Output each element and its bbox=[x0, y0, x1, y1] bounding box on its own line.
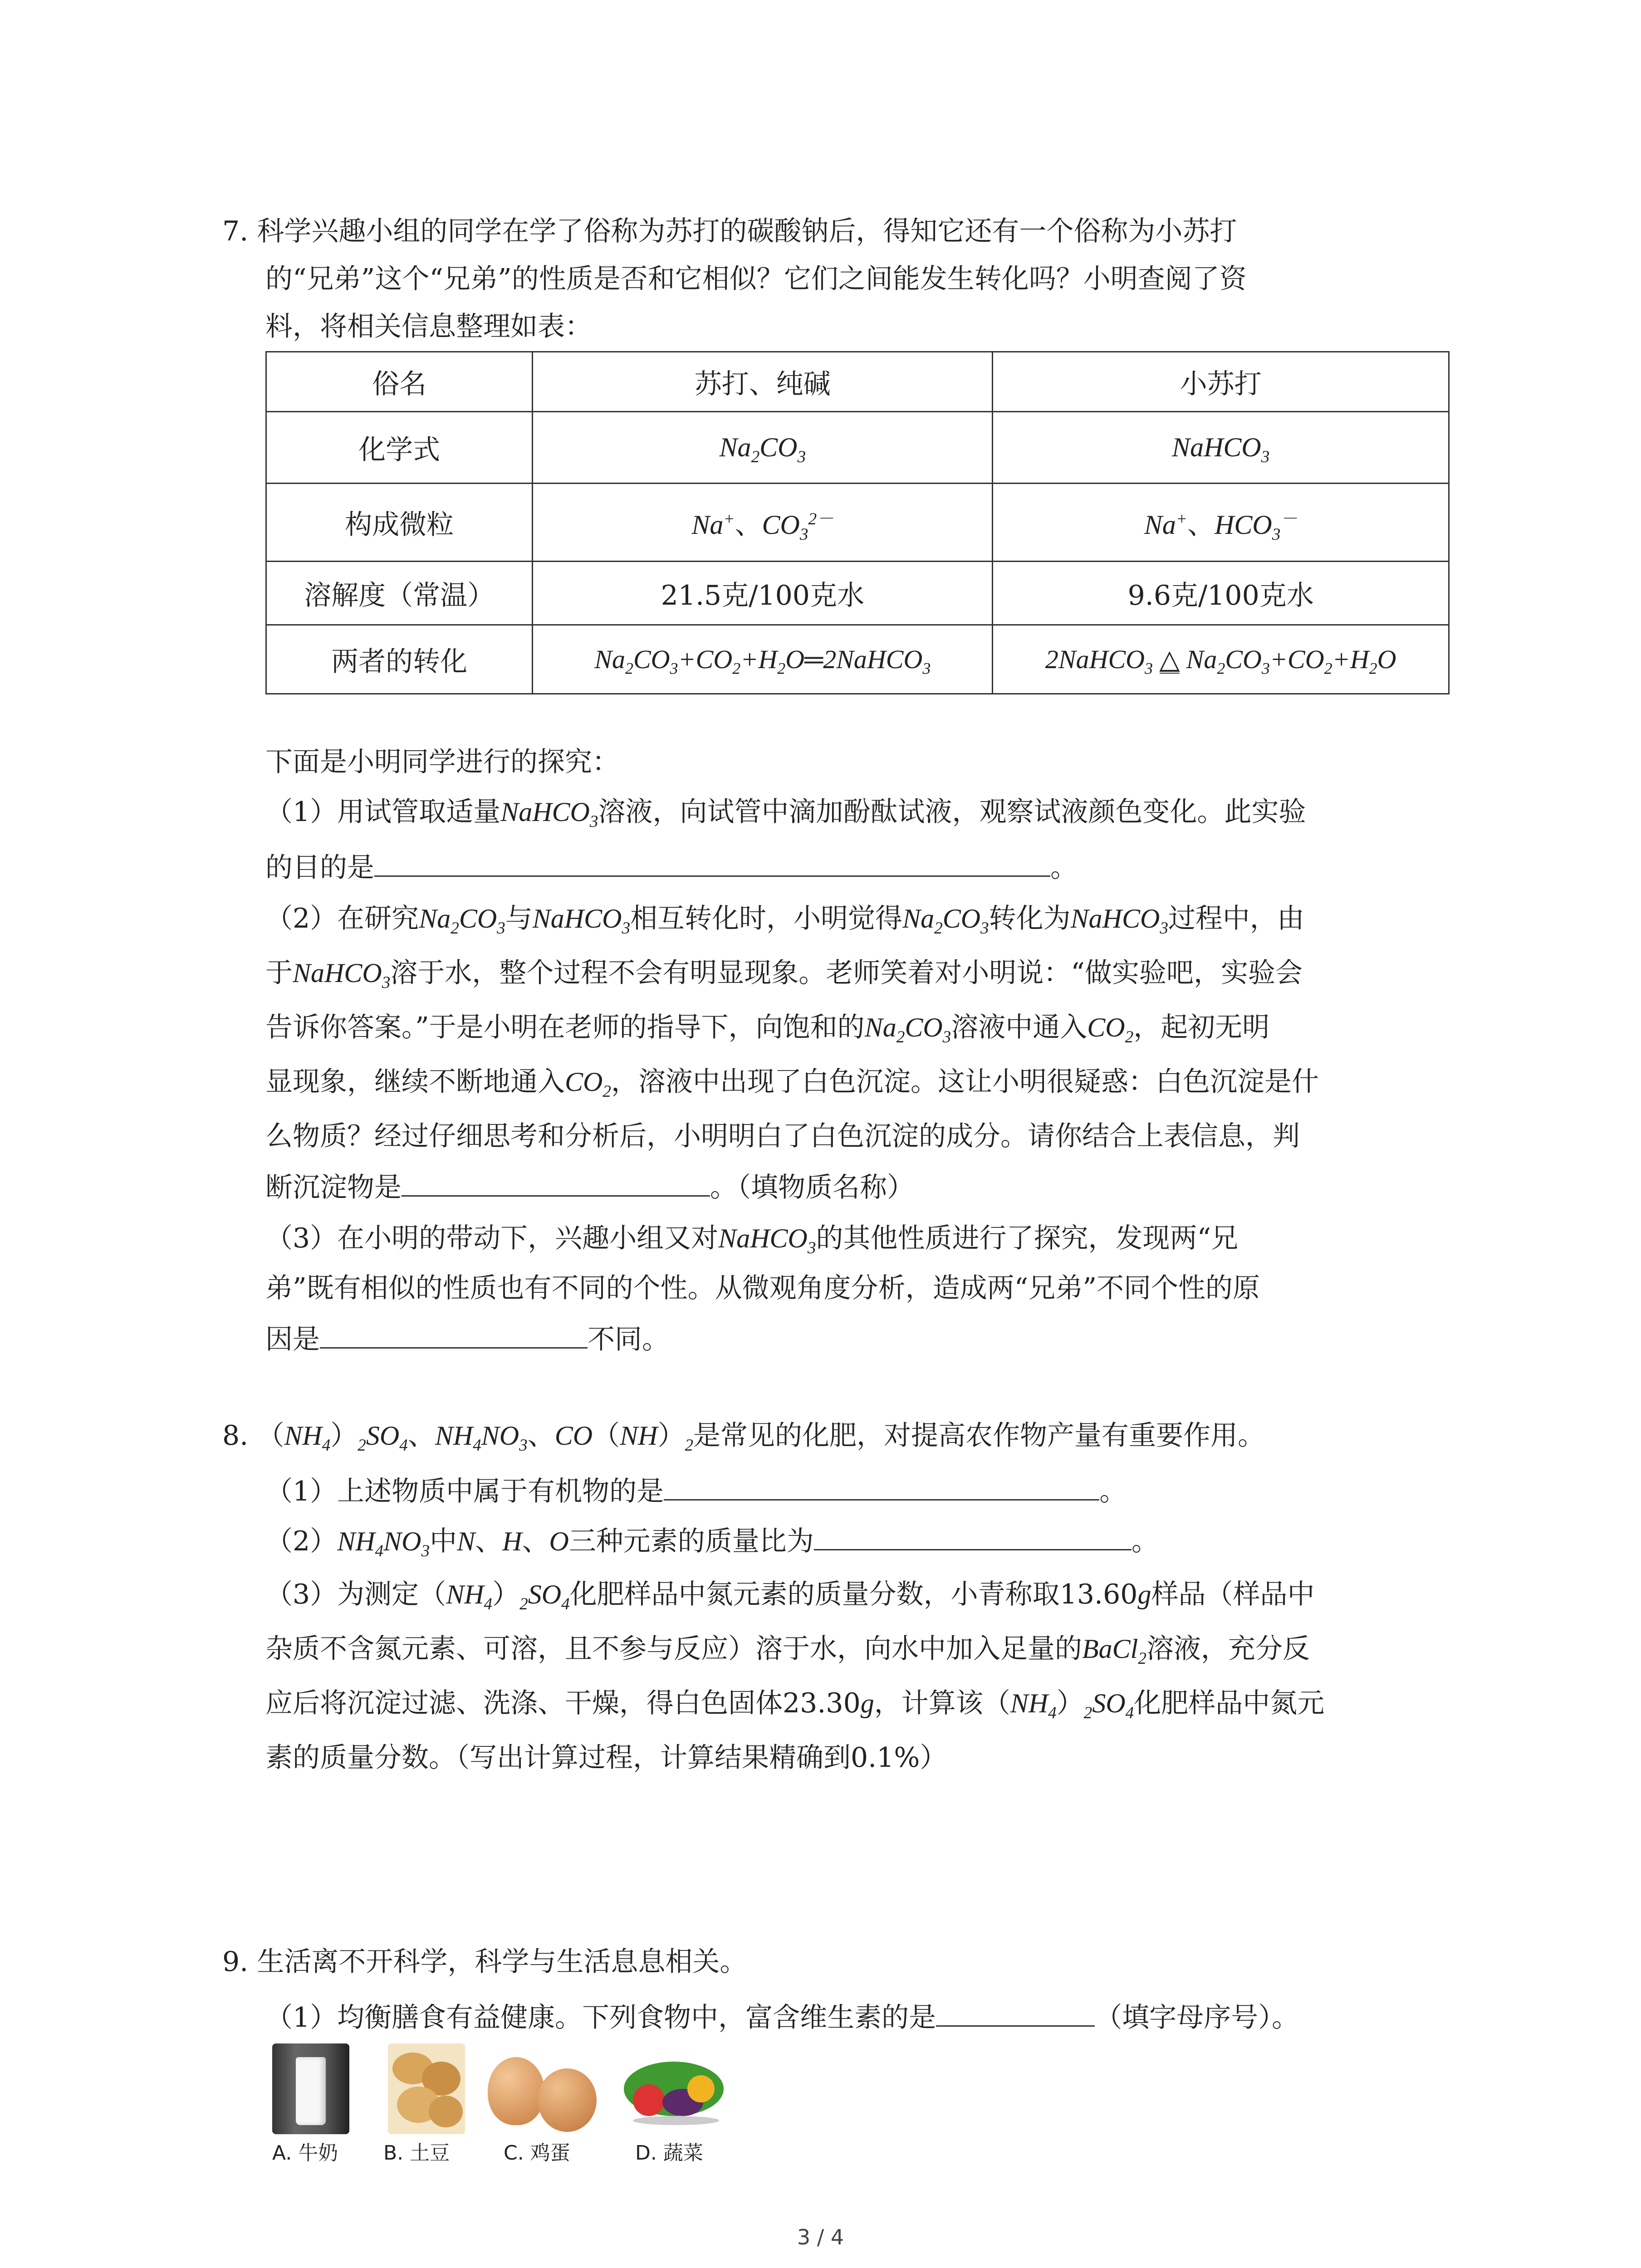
table-row bbox=[266, 412, 1449, 484]
q7-part1-line2: 的目的是 。 bbox=[265, 848, 1078, 886]
q7-intro-line1: 7. 科学兴趣小组的同学在学了俗称为苏打的碳酸钠后，得知它还有一个俗称为小苏打 bbox=[222, 215, 1237, 247]
q8-part2: $(2)NH_4NO_3$中N、H、O三种元素的质量比为 。 bbox=[265, 1522, 1159, 1559]
particles-nahco3: Na+、$HCO_3^-$ bbox=[993, 484, 1449, 562]
q7-inquiry-intro: 下面是小明同学进行的探究： bbox=[265, 746, 619, 778]
answer-blank-purpose[interactable] bbox=[374, 848, 1050, 877]
table-cell: 化学式 bbox=[266, 412, 533, 484]
q7-intro-line3: 料，将相关信息整理如表： bbox=[265, 311, 592, 342]
table-header-cell: 俗名 bbox=[266, 352, 533, 412]
food-label-b: B. 土豆 bbox=[383, 2141, 450, 2165]
food-label-d: D. 蔬菜 bbox=[635, 2141, 703, 2165]
q7-part2-line1: （2）在研究$Na_2CO_3$与NaHCO$_3$相互转化时，小明觉得$Na_2CO_3$转化为NaHCO$_3$过程中，由 bbox=[265, 903, 1304, 938]
table-cell: 溶解度（常温） bbox=[266, 562, 533, 625]
q8-part1: （1）上述物质中属于有机物的是 。 bbox=[265, 1472, 1127, 1510]
q7-part2-line4: 显现象，继续不断地通入$CO_2$，溶液中出现了白色沉淀。这让小明很疑惑：白色沉淀是什 bbox=[265, 1066, 1319, 1101]
table-header-cell: 小苏打 bbox=[993, 352, 1449, 412]
vegetables-image bbox=[615, 2043, 733, 2134]
q9-line1: 9. 生活离不开科学，科学与生活息息相关。 bbox=[222, 1946, 747, 1978]
q7-part2-line6: 断沉淀物是 。（填物质名称） bbox=[265, 1168, 914, 1206]
q9-part1: （1）均衡膳食有益健康。下列食物中，富含维生素的是 （填字母序号）。 bbox=[265, 1998, 1299, 2036]
answer-blank-precipitate[interactable] bbox=[402, 1168, 710, 1197]
q7-part2-line2: 于NaHCO$_3$溶于水，整个过程不会有明显现象。老师笑着对小明说：“做实验吧，实验会 bbox=[265, 957, 1303, 992]
equation-forward: $Na_2CO_3+CO_2+H_2O═2NaHCO_3$ bbox=[533, 625, 993, 694]
milk-glass-image bbox=[272, 2043, 349, 2134]
q8-line1: 8. $(NH_4)_2SO_4$、$NH_4NO_3$、$CO(NH)_2$是常见的化肥，对提高农作物产量有重要作用。 bbox=[222, 1420, 1265, 1455]
formula-nahco3: NaHCO$_3$ bbox=[993, 412, 1449, 484]
potato-image bbox=[388, 2043, 465, 2134]
q7-part2-line5: 么物质？经过仔细思考和分析后，小明明白了白色沉淀的成分。请你结合上表信息，判 bbox=[265, 1120, 1300, 1152]
q7-part3-line1: （3）在小明的带动下，兴趣小组又对NaHCO$_3$的其他性质进行了探究，发现两“兄 bbox=[265, 1222, 1239, 1257]
answer-blank-mass-ratio[interactable] bbox=[814, 1522, 1132, 1550]
q7-intro-line2: 的“兄弟”这个“兄弟”的性质是否和它相似？它们之间能发生转化吗？小明查阅了资 bbox=[265, 263, 1247, 295]
equation-reverse: 2NaHCO$_3$ △ $Na_2CO_3+CO_2+H_2O$ bbox=[993, 625, 1449, 694]
solubility-na2co3: 21.5克/100克水 bbox=[533, 562, 993, 625]
q7-part3-line2: 弟”既有相似的性质也有不同的个性。从微观角度分析，造成两“兄弟”不同个性的原 bbox=[265, 1272, 1260, 1304]
table-cell: 两者的转化 bbox=[266, 625, 533, 694]
answer-blank-reason[interactable] bbox=[320, 1320, 588, 1349]
table-header-cell: 苏打、纯碱 bbox=[533, 352, 993, 412]
table-row bbox=[266, 562, 1449, 625]
q8-part3-line3: 应后将沉淀过滤、洗涤、干燥，得白色固体23.30g，计算该$(NH_4)_2SO_4$化肥样品中氮元 bbox=[265, 1687, 1325, 1722]
eggs-image bbox=[483, 2043, 601, 2134]
q8-part3-line4: 素的质量分数。（写出计算过程，计算结果精确到0.1%） bbox=[265, 1742, 947, 1774]
table-row bbox=[266, 625, 1449, 694]
formula-na2co3: $Na_2CO_3$ bbox=[533, 412, 993, 484]
q7-part1-line1: （1）用试管取适量NaHCO$_3$溶液，向试管中滴加酚酞试液，观察试液颜色变化。此实验 bbox=[265, 796, 1306, 831]
table-row bbox=[266, 352, 1449, 412]
q8-part3-line2: 杂质不含氮元素、可溶，且不参与反应）溶于水，向水中加入足量的BaCl$_2$溶液，充分反 bbox=[265, 1633, 1310, 1668]
q8-part3-line1: （3）为测定$(NH_4)_2SO_4$化肥样品中氮元素的质量分数，小青称取13.60g样品（样品中 bbox=[265, 1579, 1315, 1613]
food-label-a: A. 牛奶 bbox=[272, 2141, 338, 2165]
q7-info-table bbox=[265, 351, 1450, 694]
page-number: 3 / 4 bbox=[797, 2225, 844, 2249]
solubility-nahco3: 9.6克/100克水 bbox=[993, 562, 1449, 625]
answer-blank-vitamin[interactable] bbox=[936, 1998, 1095, 2027]
q7-part2-line3: 告诉你答案。”于是小明在老师的指导下，向饱和的$Na_2CO_3$溶液中通入$CO_2$，起初无明 bbox=[265, 1012, 1270, 1046]
q7-part3-line3: 因是 不同。 bbox=[265, 1320, 669, 1358]
food-label-c: C. 鸡蛋 bbox=[504, 2141, 570, 2165]
answer-blank-organic[interactable] bbox=[664, 1472, 1099, 1501]
particles-na2co3: Na+、$CO_3^{2-}$ bbox=[533, 484, 993, 562]
triangle-heat-icon: △ bbox=[1159, 645, 1180, 674]
table-cell: 构成微粒 bbox=[266, 484, 533, 562]
table-row bbox=[266, 484, 1449, 562]
